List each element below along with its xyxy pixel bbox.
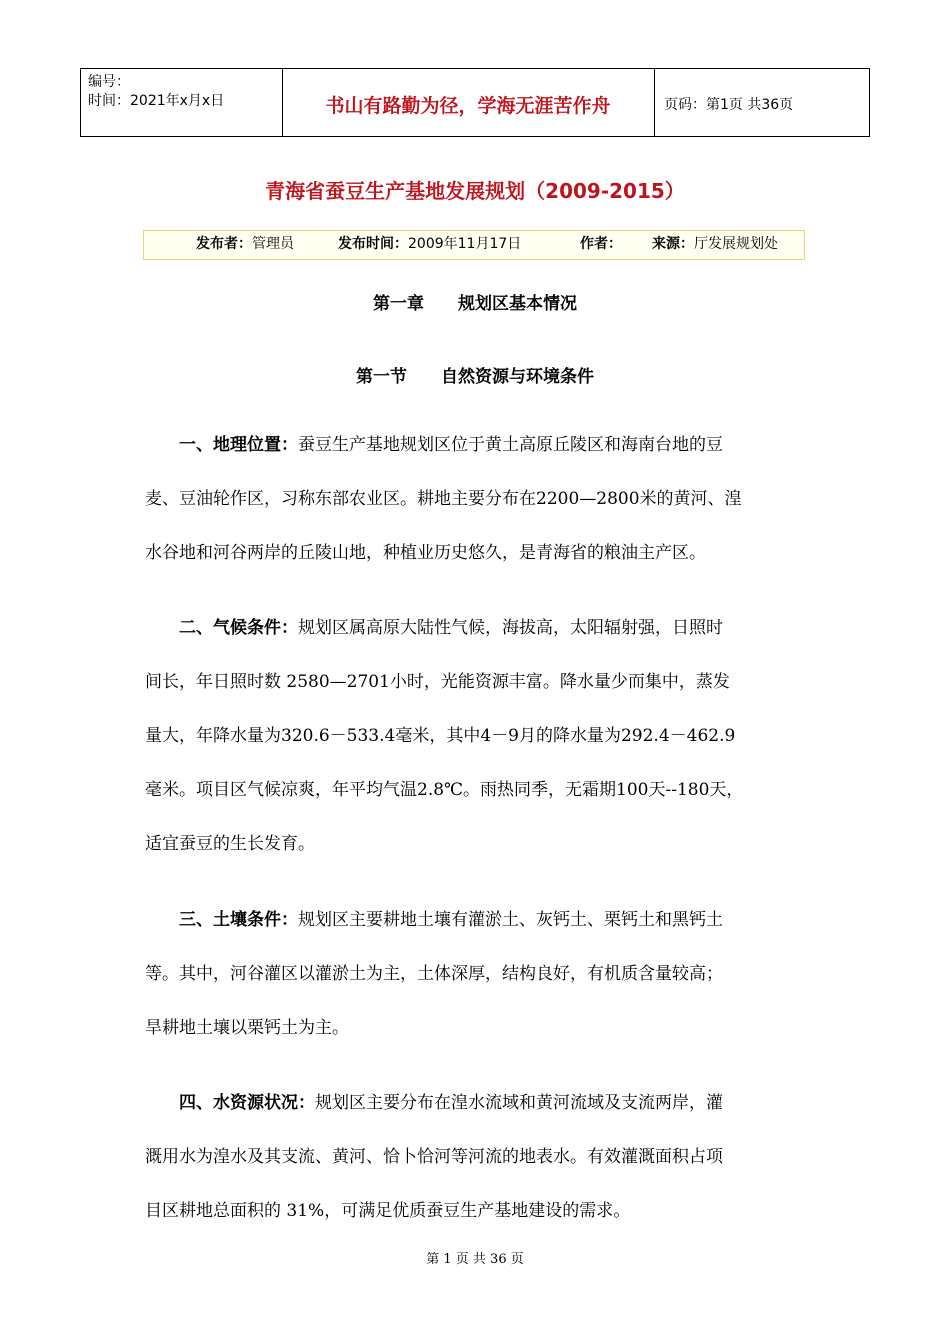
section-number: 第一节 [356,367,407,387]
header-top-rule [80,68,870,69]
paragraph-heading: 四、水资源状况： [179,1093,315,1113]
page-footer: 第 1 页 共 36 页 [426,1252,524,1267]
paragraph-climate [145,601,810,871]
number-label: 编号： [88,74,130,90]
author-label: 作者： [580,236,622,252]
chapter-name: 规划区基本情况 [458,294,577,314]
chapter-number: 第一章 [373,294,424,314]
header-divider [869,68,870,136]
paragraph-soil [145,893,810,1055]
publisher-value: 管理员 [252,236,294,252]
source-value: 厅发展规划处 [694,236,778,252]
paragraph-line: 蚕豆生产基地规划区位于黄土高原丘陵区和海南台地的豆 [298,435,723,455]
header-page-info: 页码：第1页 共36页 [664,97,794,113]
paragraph-line: 水谷地和河谷两岸的丘陵山地，种植业历史悠久，是青海省的粮油主产区。 [145,543,706,563]
paragraph-line: 麦、豆油轮作区，习称东部农业区。耕地主要分布在2200—2800米的黄河、湟 [145,489,742,509]
paragraph-line: 量大，年降水量为320.6－533.4毫米，其中4－9月的降水量为292.4－462.9 [145,726,736,746]
paragraph-line: 间长，年日照时数 2580—2701小时，光能资源丰富。降水量少而集中，蒸发 [145,672,730,692]
paragraph-line: 规划区主要耕地土壤有灌淤土、灰钙土、栗钙土和黑钙土 [298,910,723,930]
paragraph-location [145,418,810,580]
paragraph-line: 规划区属高原大陆性气候，海拔高，太阳辐射强，日照时 [298,618,723,638]
paragraph-line: 等。其中，河谷灌区以灌淤土为主，土体深厚，结构良好，有机质含量较高； [145,964,723,984]
chapter-heading [0,289,950,314]
paragraph-line: 目区耕地总面积的 31%，可满足优质蚕豆生产基地建设的需求。 [145,1201,631,1221]
header-motto: 书山有路勤为径，学海无涯苦作舟 [325,95,611,117]
paragraph-line: 旱耕地土壤以栗钙土为主。 [145,1018,349,1038]
paragraph-line: 溉用水为湟水及其支流、黄河、恰卜恰河等河流的地表水。有效灌溉面积占项 [145,1147,723,1167]
paragraph-water [145,1076,810,1238]
paragraph-line: 适宜蚕豆的生长发育。 [145,834,315,854]
publish-time-value: 2009年11月17日 [408,236,522,252]
paragraph-heading: 三、土壤条件： [179,910,298,930]
header-divider [80,68,81,136]
header-divider [654,68,655,136]
section-name: 自然资源与环境条件 [441,367,594,387]
publish-time-label: 发布时间： [338,236,408,252]
document-title: 青海省蚕豆生产基地发展规划（2009-2015） [265,179,685,203]
section-heading [0,362,950,387]
source-label: 来源： [652,236,694,252]
paragraph-line: 毫米。项目区气候凉爽，年平均气温2.8℃。雨热同季，无霜期100天--180天， [145,780,744,800]
paragraph-heading: 二、气候条件： [179,618,298,638]
header-left-cell [88,73,224,111]
paragraph-line: 规划区主要分布在湟水流域和黄河流域及支流两岸，灌 [315,1093,723,1113]
header-bottom-rule [80,136,870,137]
publish-info-box [143,230,805,260]
paragraph-heading: 一、地理位置： [179,435,298,455]
date-label: 时间：2021年x月x日 [88,93,225,109]
publisher-label: 发布者： [196,236,252,252]
